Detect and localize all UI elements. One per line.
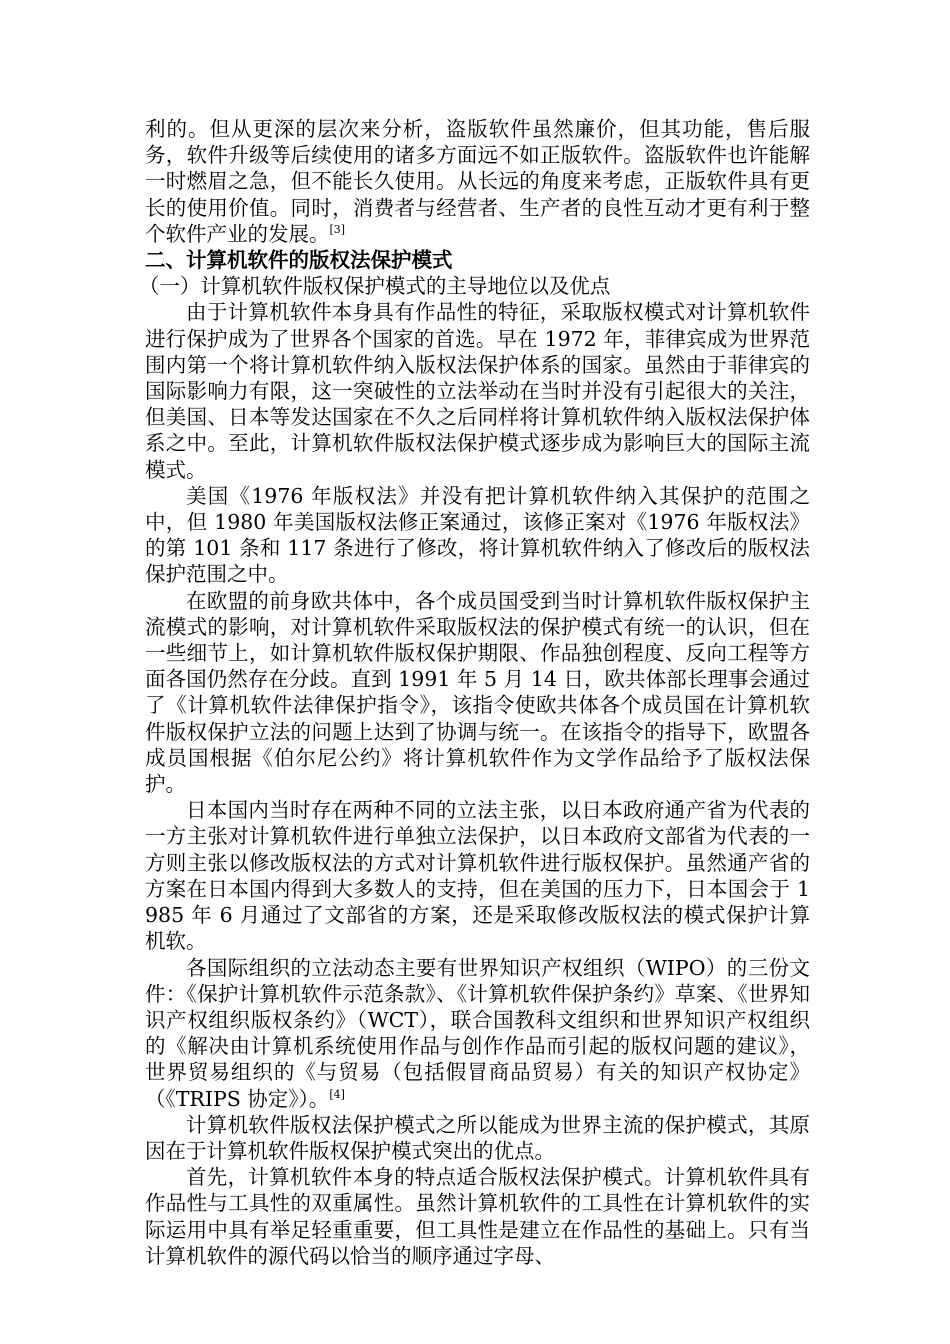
paragraph-international-orgs — [145, 955, 810, 1112]
paragraph-first-reason: 首先，计算机软件本身的特点适合版权法保护模式。计算机软件具有作品性与工具性的双重属性。虽然计算机软件的工具性在计算机软件的实际运用中具有举足轻重重要，但工具性是建立在作品性的基础上。只有当计算机软件的源代码以恰当的顺序通过字母、 — [145, 1165, 810, 1268]
paragraph-japan: 日本国内当时存在两种不同的立法主张，以日本政府通产省为代表的一方主张对计算机软件进行单独立法保护，以日本政府文部省为代表的一方则主张以修改版权法的方式对计算机软件进行版权保护。虽然通产省的方案在日本国内得到大多数人的支持，但在美国的压力下，日本国会于 1985 年 6 月通过了文部省的方案，还是采取修改版权法的模式保护计算机软。 — [145, 798, 810, 954]
paragraph-eu: 在欧盟的前身欧共体中，各个成员国受到当时计算机软件版权保护主流模式的影响，对计算机软件采取版权法的保护模式有统一的认识，但在一些细节上，如计算机软件版权保护期限、作品独创程度、反向工程等方面各国仍然存在分歧。直到 1991 年 5 月 14 日，欧共体部长理事会通过了《计算机软件法律保护指令》，该指令使欧共体各个成员国在计算机软件版权保护立法的问题上达到了协调与统一。在该指令的指导下，欧盟各成员国根据《伯尔尼公约》将计算机软件作为文学作品给予了版权法保护。 — [145, 588, 810, 797]
subsection-heading: （一）计算机软件版权保护模式的主导地位以及优点 — [138, 274, 611, 299]
paragraph-text: 利的。但从更深的层次来分析，盗版软件虽然廉价，但其功能，售后服务，软件升级等后续使用的诸多方面远不如正版软件。盗版软件也许能解一时燃眉之急，但不能长久使用。从长远的角度来考虑，正版软件具有更长的使用价值。同时，消费者与经营者、生产者的良性互动才更有利于整个软件产业的发展。 — [145, 117, 810, 246]
document-page — [138, 116, 810, 1269]
citation-marker: [3] — [329, 222, 346, 236]
paragraph-advantages-intro: 计算机软件版权法保护模式之所以能成为世界主流的保护模式，其原因在于计算机软件版权保护模式突出的优点。 — [145, 1112, 810, 1163]
citation-marker: [4] — [329, 1087, 345, 1101]
paragraph-continuation — [145, 116, 810, 247]
paragraph-usa: 美国《1976 年版权法》并没有把计算机软件纳入其保护的范围之中，但 1980 年美国版权法修正案通过，该修正案对《1976 年版权法》的第 101 条和 117 条进行了修改，将计算机软件纳入了修改后的版权法保护范围之中。 — [145, 483, 810, 587]
section-heading: 二、计算机软件的版权法保护模式 — [145, 248, 453, 273]
paragraph-text: 各国际组织的立法动态主要有世界知识产权组织（WIPO）的三份文件：《保护计算机软件示范条款》、《计算机软件保护条约》草案、《世界知识产权组织版权条约》（WCT），联合国教科文组织和世界知识产权组织的《解决由计算机系统使用作品与创作作品而引起的版权问题的建议》，世界贸易组织的《与贸易（包括假冒商品贸易）有关的知识产权协定》（《TRIPS 协定》）。 — [145, 955, 810, 1111]
paragraph-philippines: 由于计算机软件本身具有作品性的特征，采取版权模式对计算机软件进行保护成为了世界各个国家的首选。早在 1972 年，菲律宾成为世界范围内第一个将计算机软件纳入版权法保护体系的国家。虽然由于菲律宾的国际影响力有限，这一突破性的立法举动在当时并没有引起很大的关注，但美国、日本等发达国家在不久之后同样将计算机软件纳入版权法保护体系之中。至此，计算机软件版权法保护模式逐步成为影响巨大的国际主流模式。 — [145, 300, 810, 482]
